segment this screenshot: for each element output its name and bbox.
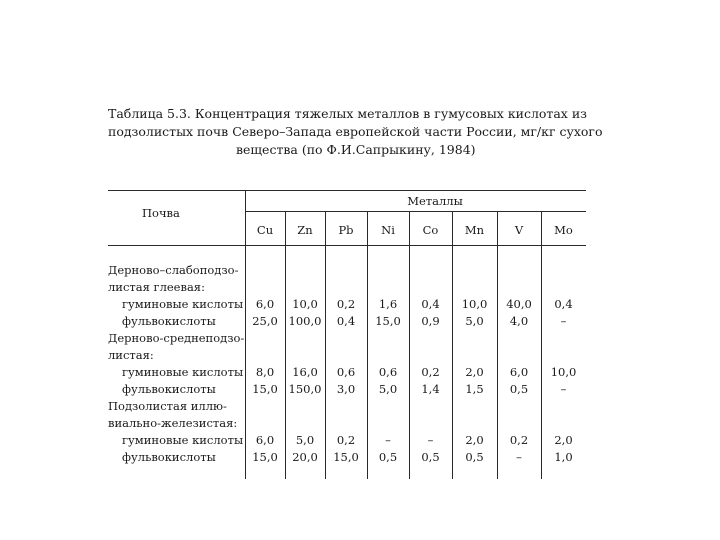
table-cell: 25,0 — [252, 314, 278, 328]
table-cell: 8,0 — [255, 365, 275, 379]
metal-header-zn: Zn — [297, 223, 313, 237]
table-cell: 1,0 — [554, 450, 573, 464]
fraction-label: фульвокислоты — [122, 382, 216, 396]
table-cell: 6,0 — [255, 297, 275, 311]
soil-type-label: Дерново–слабоподзо- — [108, 263, 239, 277]
table-cell: – — [560, 382, 567, 396]
metal-header-v: V — [514, 223, 524, 237]
table-cell: 10,0 — [550, 365, 577, 379]
table-caption — [108, 105, 603, 159]
table-cell: 0,5 — [378, 450, 398, 464]
table-cell: 0,2 — [336, 297, 356, 311]
soil-type-label: виально-железистая: — [108, 416, 238, 430]
table-cell: – — [385, 433, 391, 447]
table-cell: 15,0 — [333, 450, 359, 464]
table-cell: 3,0 — [336, 382, 356, 396]
table-cell: 1,4 — [421, 382, 440, 396]
soil-type-label: листая глеевая: — [108, 280, 205, 294]
table-cell: 0,5 — [465, 450, 484, 464]
table-cell: 150,0 — [288, 382, 322, 396]
table-cell: 10,0 — [461, 297, 488, 311]
table-cell: 15,0 — [375, 314, 401, 328]
table-cell: 0,6 — [378, 365, 398, 379]
table-cell: 0,6 — [336, 365, 356, 379]
table-cell: 2,0 — [554, 433, 573, 447]
table-cell: 0,2 — [421, 365, 440, 379]
fraction-label: фульвокислоты — [122, 450, 216, 464]
fraction-label: фульвокислоты — [122, 314, 216, 328]
fraction-label: гуминовые кислоты — [122, 297, 244, 311]
table-cell: 0,9 — [421, 314, 440, 328]
table-cell: 5,0 — [295, 433, 315, 447]
metal-column-divider — [541, 211, 542, 479]
table-cell: 5,0 — [378, 382, 398, 396]
table-cell: 16,0 — [292, 365, 318, 379]
table-cell: 6,0 — [509, 365, 529, 379]
metal-column-divider — [497, 211, 498, 479]
soil-type-label: Подзолистая иллю- — [108, 399, 227, 413]
fraction-label: гуминовые кислоты — [122, 365, 244, 379]
table-cell: 5,0 — [465, 314, 484, 328]
header-metals: Металлы — [407, 194, 463, 208]
caption-line-2: подзолистых почв Северо–Запада европейской части России, мг/кг сухого — [108, 124, 603, 139]
soil-type-label: листая: — [108, 348, 154, 362]
fraction-label: гуминовые кислоты — [122, 433, 244, 447]
header-soil: Почва — [142, 206, 180, 220]
table-cell: 0,4 — [336, 314, 356, 328]
metal-header-ni: Ni — [381, 223, 395, 237]
metal-header-pb: Pb — [338, 223, 354, 237]
table-cell: – — [560, 314, 567, 328]
metal-header-mn: Mn — [464, 223, 485, 237]
caption-line-3: вещества (по Ф.И.Сапрыкину, 1984) — [236, 142, 476, 157]
table-cell: 15,0 — [252, 450, 278, 464]
metals-header-rule — [245, 211, 586, 212]
table-cell: 20,0 — [292, 450, 318, 464]
table-cell: 2,0 — [465, 365, 484, 379]
table-cell: 1,5 — [465, 382, 484, 396]
table-cell: – — [427, 433, 434, 447]
header-bottom-rule — [108, 245, 586, 246]
table-cell: 0,5 — [421, 450, 440, 464]
table-cell: 0,5 — [509, 382, 529, 396]
table-cell: 6,0 — [255, 433, 275, 447]
table-cell: 0,2 — [509, 433, 529, 447]
soil-type-label: Дерново-среднеподзо- — [108, 331, 245, 345]
table-cell: – — [516, 450, 522, 464]
caption-line-1: Таблица 5.3. Концентрация тяжелых металлов в гумусовых кислотах из — [108, 106, 587, 121]
table-cell: 15,0 — [252, 382, 278, 396]
table-cell: 2,0 — [465, 433, 484, 447]
table-cell: 1,6 — [378, 297, 398, 311]
metal-header-mo: Mo — [554, 223, 573, 237]
table-cell: 0,4 — [554, 297, 573, 311]
table-cell: 0,4 — [421, 297, 440, 311]
table-cell: 100,0 — [288, 314, 322, 328]
metal-header-co: Co — [422, 223, 439, 237]
table-cell: 4,0 — [509, 314, 529, 328]
table-cell: 10,0 — [292, 297, 318, 311]
table-top-rule — [108, 190, 586, 191]
table-cell: 0,2 — [336, 433, 356, 447]
metal-column-divider — [452, 211, 453, 479]
table-cell: 40,0 — [506, 297, 532, 311]
metal-header-cu: Cu — [256, 223, 274, 237]
